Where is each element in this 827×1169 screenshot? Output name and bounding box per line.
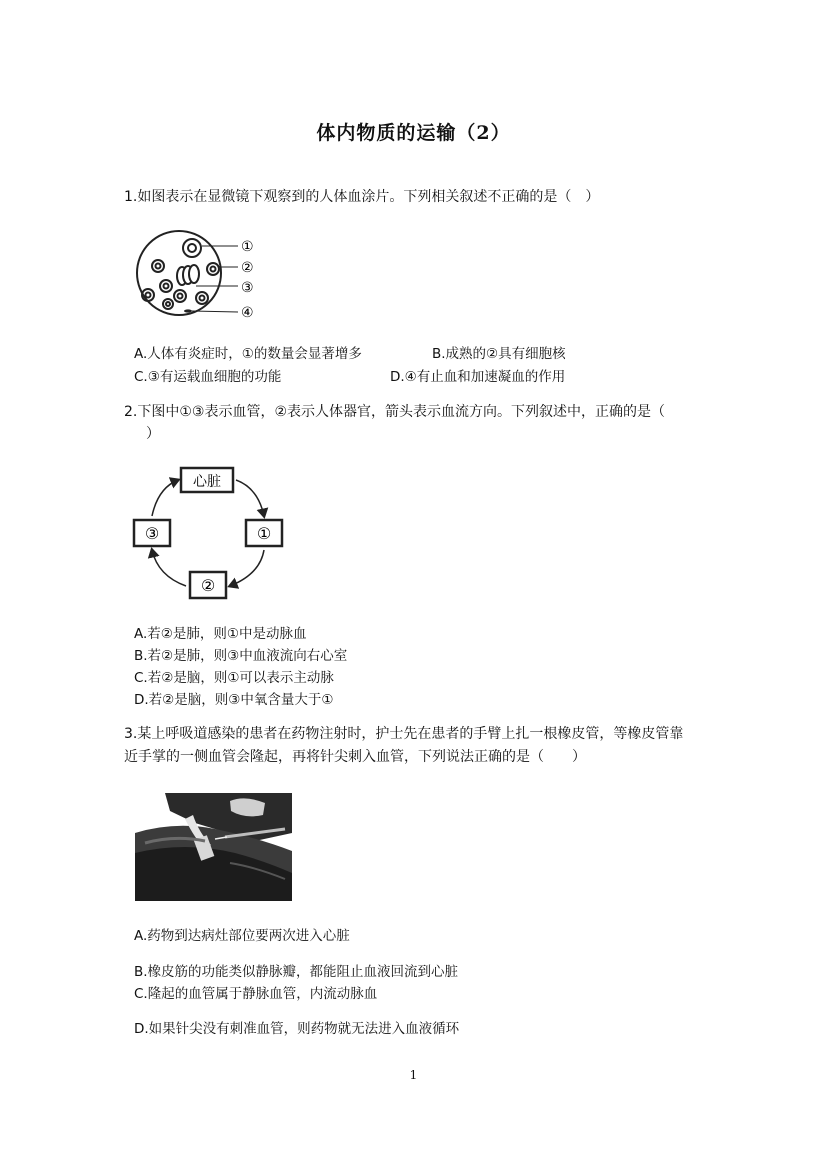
q1-label-4: ④ — [241, 305, 254, 321]
q2-stem-line1: 2.下图中①③表示血管，②表示人体器官，箭头表示血流方向。下列叙述中，正确的是（ — [124, 404, 666, 420]
q2-option-a: A.若②是肺，则①中是动脉血 — [134, 626, 307, 642]
q3-option-b: B.橡皮筋的功能类似静脉瓣，都能阻止血液回流到心脏 — [134, 964, 459, 980]
q1-stem: 1.如图表示在显微镜下观察到的人体血涂片。下列相关叙述不正确的是（ ） — [124, 189, 600, 205]
q3-option-c: C.隆起的血管属于静脉血管，内流动脉血 — [134, 986, 378, 1002]
page-number: 1 — [409, 1068, 418, 1082]
q1-option-b: B.成熟的②具有细胞核 — [432, 346, 566, 362]
q1-option-c: C.③有运载血细胞的功能 — [134, 369, 282, 385]
box-1-label: ① — [256, 524, 272, 543]
q2-option-c: C.若②是脑，则①可以表示主动脉 — [134, 670, 334, 686]
page-title: 体内物质的运输（2） — [316, 122, 511, 144]
arrow-1-to-2 — [230, 550, 264, 586]
heart-label: 心脏 — [193, 474, 221, 490]
q2-stem-line2: ） — [146, 426, 160, 442]
arrow-2-to-3 — [152, 550, 186, 586]
q1-label-3: ③ — [241, 280, 254, 296]
q3-option-a: A.药物到达病灶部位要两次进入心脏 — [134, 928, 350, 944]
box-2-label: ② — [200, 576, 216, 595]
q3-injection-photo — [135, 793, 292, 901]
arrow-heart-to-1 — [236, 480, 264, 516]
q2-option-d: D.若②是脑，则③中氧含量大于① — [134, 692, 334, 708]
q2-circulation-diagram — [128, 462, 293, 604]
q1-label-2: ② — [241, 260, 254, 276]
q2-option-b: B.若②是肺，则③中血液流向右心室 — [134, 648, 348, 664]
q1-label-1: ① — [241, 239, 254, 255]
box-3-label: ③ — [144, 524, 160, 543]
q3-stem-line2: 近手掌的一侧血管会隆起，再将针尖刺入血管，下列说法正确的是（ ） — [124, 749, 586, 765]
q1-option-d: D.④有止血和加速凝血的作用 — [390, 369, 566, 385]
q3-stem-line1: 3.某上呼吸道感染的患者在药物注射时，护士先在患者的手臂上扎一根橡皮管，等橡皮管靠 — [124, 726, 684, 742]
q1-option-a: A.人体有炎症时，①的数量会显著增多 — [134, 346, 362, 362]
arrow-3-to-heart — [152, 480, 178, 516]
q1-blood-smear-figure — [130, 226, 260, 326]
q3-option-d: D.如果针尖没有刺准血管，则药物就无法进入血液循环 — [134, 1021, 460, 1037]
